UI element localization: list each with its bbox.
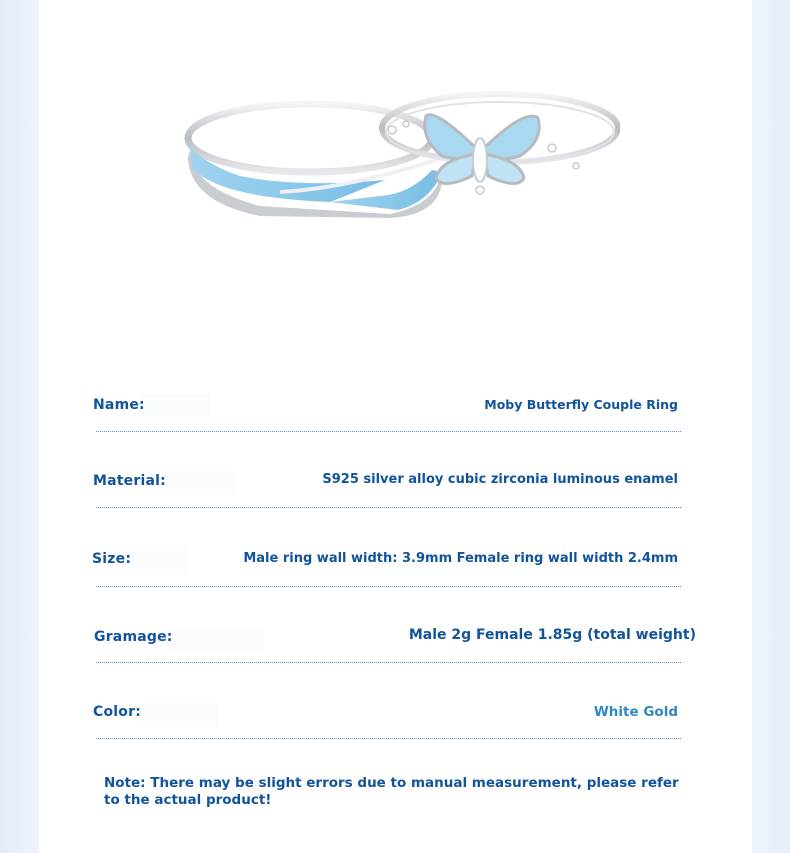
spec-value-color: White Gold bbox=[593, 704, 678, 720]
label-highlight bbox=[140, 703, 218, 727]
divider bbox=[96, 662, 681, 663]
divider bbox=[96, 586, 681, 587]
divider bbox=[96, 507, 681, 508]
divider bbox=[96, 738, 681, 739]
spec-value-material: S925 silver alloy cubic zirconia luminous enamel bbox=[322, 472, 678, 487]
spec-value-gramage: Male 2g Female 1.85g (total weight) bbox=[408, 627, 696, 643]
label-highlight bbox=[164, 471, 236, 495]
label-highlight bbox=[138, 394, 210, 418]
measurement-note: Note: There may be slight errors due to manual measurement, please refer to the actual product! bbox=[104, 775, 679, 808]
spec-label-material: Material: bbox=[93, 473, 166, 489]
spec-label-size: Size: bbox=[92, 551, 132, 567]
spec-label-gramage: Gramage: bbox=[94, 629, 173, 645]
product-image bbox=[180, 78, 620, 228]
page-margin-right bbox=[752, 0, 790, 853]
spec-value-name: Moby Butterfly Couple Ring bbox=[484, 397, 678, 412]
label-highlight bbox=[128, 549, 188, 573]
spec-label-name: Name: bbox=[93, 397, 145, 413]
divider bbox=[96, 431, 681, 432]
label-highlight bbox=[166, 628, 264, 652]
spec-value-size: Male ring wall width: 3.9mm Female ring wall width 2.4mm bbox=[243, 551, 678, 566]
page-margin-left bbox=[0, 0, 39, 853]
spec-label-color: Color: bbox=[93, 704, 142, 720]
